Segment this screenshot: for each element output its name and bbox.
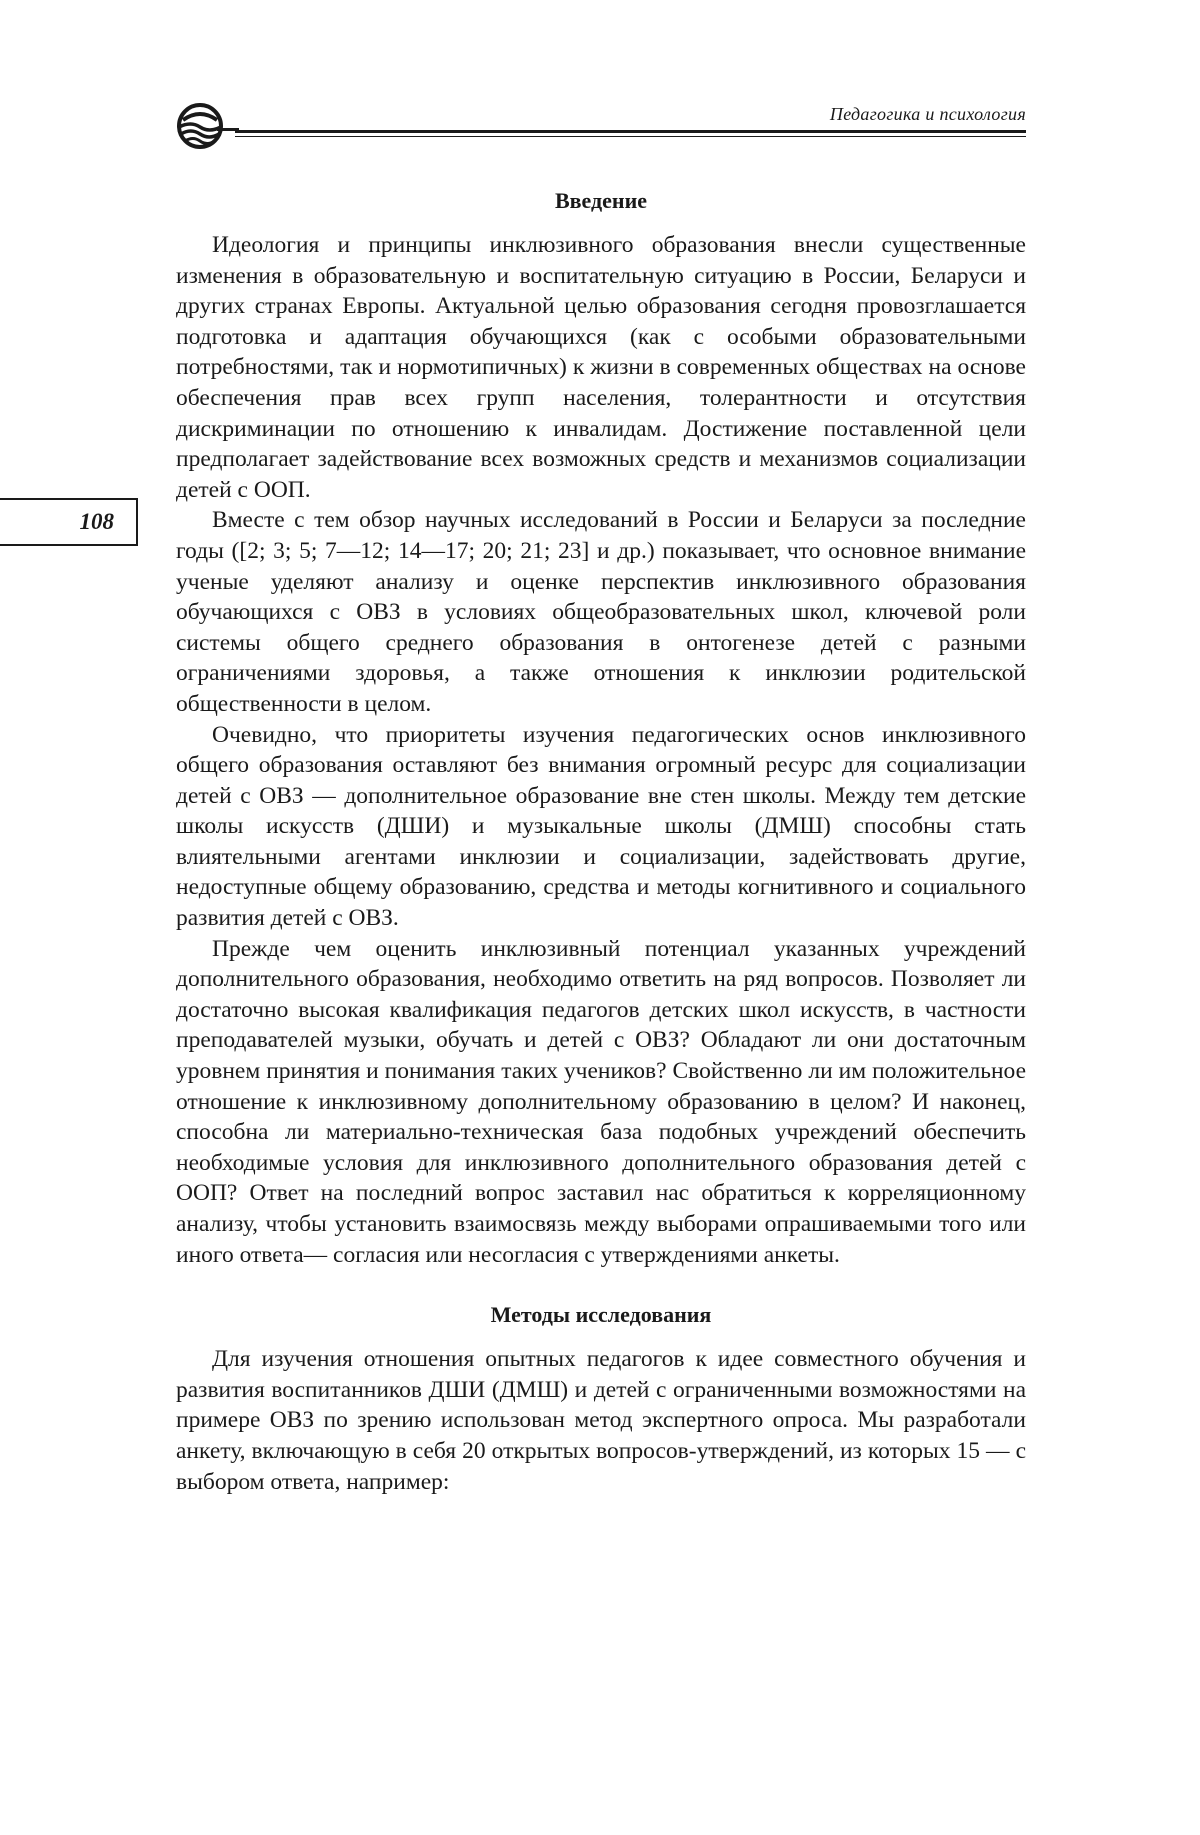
paragraph: Для изучения отношения опытных педагогов к идее совместного обучения и развития воспитанников ДШИ (ДМШ) и детей с ограниченными возможностями на примере ОВЗ по зрению использован метод экспертного опроса. Мы разработали анкету, включающую в себя 20 открытых вопросов-утверждений, из которых 15 — с выбором ответа, например: [176, 1346, 1026, 1495]
running-header [173, 100, 1026, 150]
paragraph: Вместе с тем обзор научных исследований в России и Беларуси за последние годы ([2; 3; 5; 7—12; 14—17; 20; 21; 23] и др.) показывает, что основное внимание ученые уделяют анализу и оценке перспектив инклюзивного образования обучающихся с ОВЗ в условиях общеобразовательных школ, ключевой роли системы общего среднего образования в онтогенезе детей с разными ограничениями здоровья, а также отношения к инклюзии родительской общественности в целом. [176, 507, 1026, 717]
section-title-methods: Методы исследования [490, 1302, 712, 1328]
paragraph: Очевидно, что приоритеты изучения педагогических основ инклюзивного общего образования оставляют без внимания огромный ресурс для социализации детей с ОВЗ — дополнительное образование вне стен школы. Между тем детские школы искусств (ДШИ) и музыкальные школы (ДМШ) способны стать влиятельными агентами инклюзии и социализации, задействовать другие, недоступные общему образованию, средства и методы когнитивного и социального развития детей с ОВЗ. [176, 721, 1026, 932]
paragraph: Идеология и принципы инклюзивного образования внесли существенные изменения в образовательную и воспитательную ситуацию в России, Беларуси и других странах Европы. Актуальной целью образования сегодня провозглашается подготовка и адаптация обучающихся (как с особыми образовательными потребностями, так и нормотипичных) к жизни в современных обществах на основе обеспечения прав всех групп населения, толерантности и отсутствия дискриминации по отношению к инвалидам. Достижение поставленной цели предполагает задействование всех возможных средств и механизмов социализации детей с ООП. [176, 232, 1026, 503]
header-rule-thin [235, 136, 1026, 137]
page-number: 108 [0, 498, 138, 546]
section-spacer [176, 1270, 1026, 1300]
journal-section-title: Педагогика и психология [829, 104, 1026, 124]
header-rule-thick [235, 130, 1026, 133]
journal-logo-icon [173, 100, 239, 150]
section-title-introduction: Введение [554, 188, 648, 213]
paragraph: Прежде чем оценить инклюзивный потенциал указанных учреждений дополнительного образования, необходимо ответить на ряд вопросов. Позволяет ли достаточно высокая квалификация педагогов детских школ искусств, в частности преподавателей музыки, обучать и детей с ОВЗ? Обладают ли они достаточным уровнем принятия и понимания таких учеников? Свойственно ли им положительное отношение к инклюзивному дополнительному образованию в целом? И наконец, способна ли материально-техническая база подобных учреждений обеспечить необходимые условия для инклюзивного дополнительного образования детей с ООП? Ответ на последний вопрос заставил нас обратиться к корреляционному анализу, чтобы установить взаимосвязь между выборами опрашиваемыми того или иного ответа— согласия или несогласия с утверждениями анкеты. [176, 935, 1026, 1268]
article-body [176, 186, 1026, 1497]
